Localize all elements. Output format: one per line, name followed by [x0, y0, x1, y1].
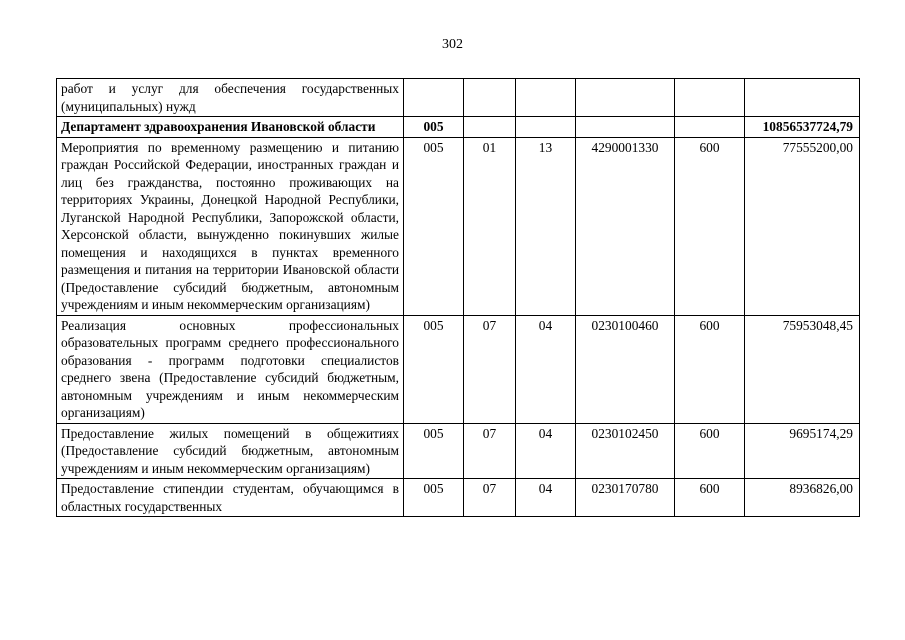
cell-target-article: 0230100460 — [576, 315, 675, 423]
table-row — [57, 423, 860, 479]
cell-grbs: 005 — [404, 137, 464, 315]
cell-amount: 77555200,00 — [745, 137, 860, 315]
cell-grbs — [404, 79, 464, 117]
table-row — [57, 315, 860, 423]
cell-target-article — [576, 79, 675, 117]
cell-grbs: 005 — [404, 423, 464, 479]
table-row — [57, 79, 860, 117]
row-description: Предоставление стипендии студентам, обучающимся в областных государственных — [57, 479, 404, 517]
cell-target-article: 0230102450 — [576, 423, 675, 479]
cell-section — [464, 79, 516, 117]
cell-amount: 10856537724,79 — [745, 117, 860, 138]
row-description: Мероприятия по временному размещению и питанию граждан Российской Федерации, иностранных граждан и лиц без гражданства, постоянно проживающих на территориях Украины, Донецкой Народной Республики, Луганской Народной Республики, Запорожской области, Херсонской области, вынужденно покинувших жилые помещения и находящихся в пунктах временного размещения и питания на территории Ивановской области (Предоставление субсидий бюджетным, автономным учреждениям и иным некоммерческим организациям) — [57, 137, 404, 315]
cell-subsection — [516, 117, 576, 138]
table-row — [57, 479, 860, 517]
budget-table — [56, 78, 860, 517]
cell-expense-type: 600 — [675, 137, 745, 315]
row-description: Департамент здравоохранения Ивановской области — [57, 117, 404, 138]
cell-amount: 9695174,29 — [745, 423, 860, 479]
page-number: 302 — [442, 37, 463, 52]
cell-section: 01 — [464, 137, 516, 315]
cell-subsection: 04 — [516, 479, 576, 517]
row-description: Реализация основных профессиональных образовательных программ среднего профессионального образования - программ подготовки специалистов среднего звена (Предоставление субсидий бюджетным, автономным учреждениям и иным некоммерческим организациям) — [57, 315, 404, 423]
cell-section: 07 — [464, 479, 516, 517]
cell-target-article: 4290001330 — [576, 137, 675, 315]
cell-expense-type — [675, 79, 745, 117]
table-row — [57, 137, 860, 315]
cell-target-article: 0230170780 — [576, 479, 675, 517]
cell-grbs: 005 — [404, 315, 464, 423]
cell-subsection: 13 — [516, 137, 576, 315]
cell-expense-type: 600 — [675, 423, 745, 479]
cell-amount: 8936826,00 — [745, 479, 860, 517]
cell-subsection: 04 — [516, 315, 576, 423]
cell-target-article — [576, 117, 675, 138]
cell-grbs: 005 — [404, 479, 464, 517]
cell-section — [464, 117, 516, 138]
cell-amount — [745, 79, 860, 117]
cell-grbs: 005 — [404, 117, 464, 138]
row-description: работ и услуг для обеспечения государственных (муниципальных) нужд — [57, 79, 404, 117]
cell-amount: 75953048,45 — [745, 315, 860, 423]
cell-expense-type: 600 — [675, 315, 745, 423]
cell-section: 07 — [464, 315, 516, 423]
row-description: Предоставление жилых помещений в общежитиях (Предоставление субсидий бюджетным, автономным учреждениям и иным некоммерческим организациям) — [57, 423, 404, 479]
cell-expense-type: 600 — [675, 479, 745, 517]
cell-expense-type — [675, 117, 745, 138]
cell-subsection — [516, 79, 576, 117]
table-row-department — [57, 117, 860, 138]
cell-section: 07 — [464, 423, 516, 479]
cell-subsection: 04 — [516, 423, 576, 479]
